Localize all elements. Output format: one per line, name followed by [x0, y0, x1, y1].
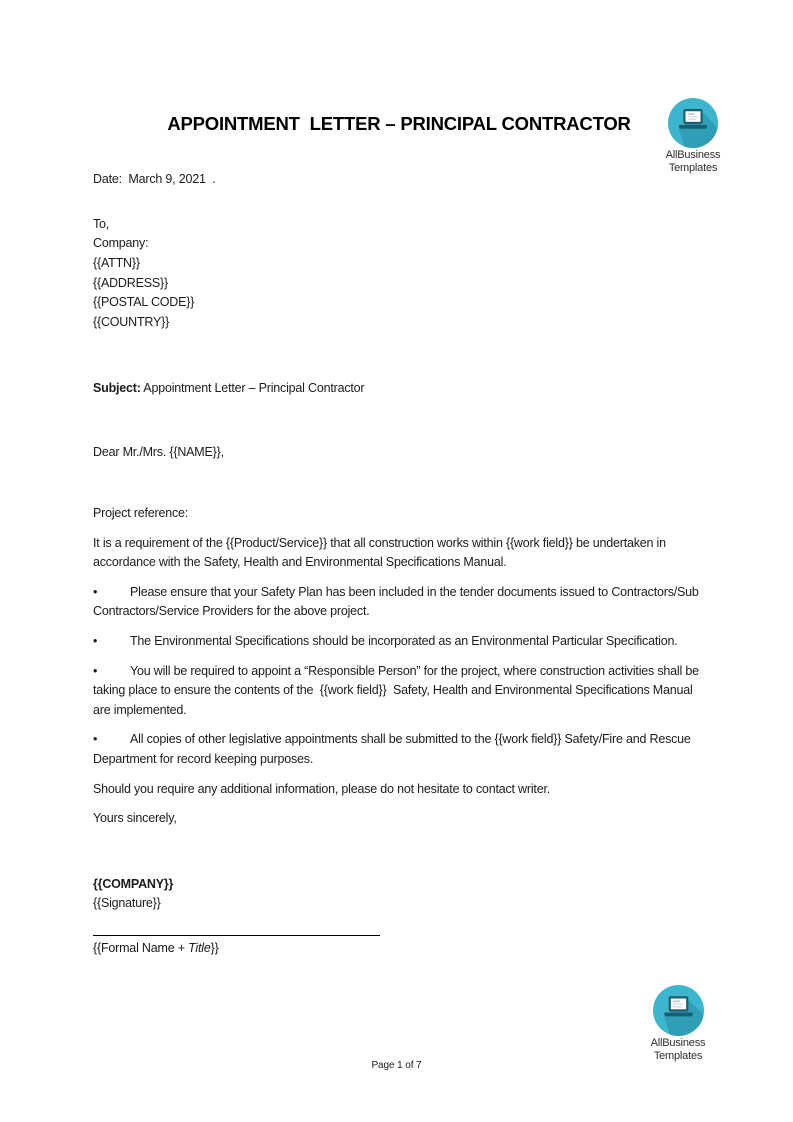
bullet-text-3: You will be required to appoint a “Responsible Person” for the project, where construction activities shall be taking place to ensure the contents of the {{work field}} Safety, Health and Environmental Specifications Manual are implemented.	[93, 663, 703, 717]
bullet-marker: •	[93, 732, 98, 747]
project-reference: Project reference:	[93, 506, 189, 520]
logo-text-line1: AllBusiness	[650, 1037, 706, 1049]
bullet-item-4	[93, 730, 705, 769]
bullet-marker: •	[93, 663, 98, 678]
page-footer: Page 1 of 7	[371, 1060, 422, 1071]
recipient-line-country: {{COUNTRY}}	[93, 315, 170, 330]
recipient-line-address: {{ADDRESS}}	[93, 275, 168, 290]
logo-text-line2: Templates	[668, 162, 718, 174]
company-name: {{COMPANY}}	[93, 876, 174, 891]
recipient-block	[93, 215, 705, 333]
allbusiness-logo-top	[653, 98, 733, 175]
allbusiness-logo-bottom	[638, 985, 718, 1063]
page-title: APPOINTMENT LETTER – PRINCIPAL CONTRACTOR	[167, 113, 631, 134]
bullet-marker: •	[93, 633, 98, 648]
laptop-icon	[653, 985, 704, 1036]
recipient-line-attn: {{ATTN}}	[93, 256, 140, 270]
formal-name-suffix: }}	[210, 940, 219, 955]
intro-paragraph: It is a requirement of the {{Product/Service}} that all construction works within {{work field}} be undertaken in accordance with the Safety, Health and Environmental Specifications Manual.	[93, 535, 666, 570]
bullet-text-4: All copies of other legislative appointments shall be submitted to the {{work field}} Safety/Fire and Rescue Department for record keeping purposes.	[93, 732, 694, 766]
recipient-line-postal-code: {{POSTAL CODE}}	[93, 295, 195, 310]
bullet-text-1: Please ensure that your Safety Plan has been included in the tender documents issued to Contractors/Sub Contractors/Service Providers for the above project.	[93, 584, 702, 619]
formal-name-line	[93, 939, 705, 959]
signature-placeholder: {{Signature}}	[93, 896, 161, 911]
logo-text-line2: Templates	[653, 1050, 703, 1062]
signature-block	[93, 875, 705, 959]
closing-request: Should you require any additional information, please do not hesitate to contact writer.	[93, 781, 550, 796]
signature-line	[93, 935, 380, 936]
date-line: Date: March 9, 2021 .	[93, 172, 216, 186]
formal-name-title: Title	[188, 940, 211, 955]
subject-label: Subject:	[93, 380, 141, 395]
recipient-line-to: To,	[93, 216, 110, 231]
bullet-item-2	[93, 632, 705, 652]
subject-value: Appointment Letter – Principal Contractor	[140, 380, 365, 395]
bullet-text-2: The Environmental Specifications should be incorporated as an Environmental Particular Specification.	[130, 633, 678, 648]
salutation: Dear Mr./Mrs. {{NAME}},	[93, 445, 224, 460]
laptop-icon	[668, 98, 718, 148]
logo-text-line1: AllBusiness	[665, 149, 721, 161]
bullet-marker: •	[93, 584, 98, 599]
closing-salutation: Yours sincerely,	[93, 811, 177, 826]
bullet-item-1	[93, 583, 705, 622]
recipient-line-company: Company:	[93, 236, 149, 251]
formal-name-prefix: {{Formal Name +	[93, 940, 189, 955]
subject-line	[93, 379, 705, 399]
bullet-item-3	[93, 662, 705, 721]
